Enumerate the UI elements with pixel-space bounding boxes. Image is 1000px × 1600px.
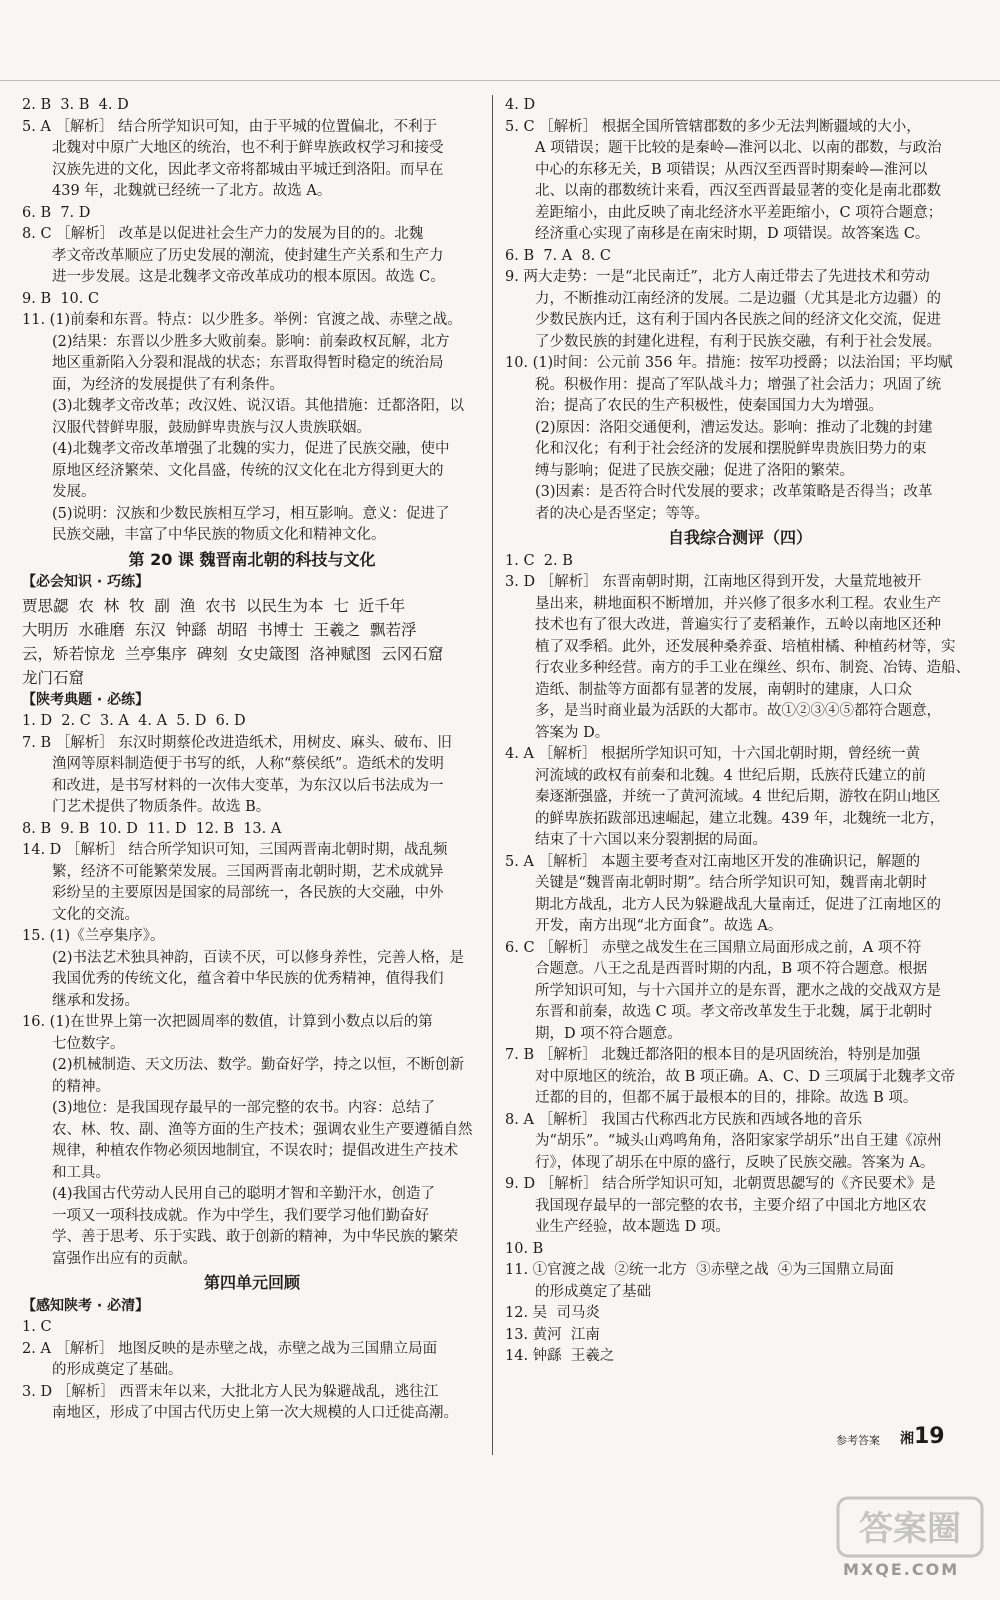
right-answer-line: 我国现存最早的一部完整的农书，主要介绍了中国北方地区农	[535, 1197, 927, 1214]
left-answer-line: 2. B 3. B 4. D	[22, 97, 129, 113]
right-answer-line: 秦逐渐强盛，并统一了黄河流域。4 世纪后期，游牧在阴山地区	[535, 789, 941, 805]
right-answer-line: 东晋和前秦，故选 C 项。孝文帝改革发生于北魏，属于北朝时	[535, 1004, 933, 1020]
left-answer-line: 繁，经济不可能繁荣发展。三国两晋南北朝时期，艺术成就异	[52, 863, 444, 880]
right-answer-line: 期北方战乱，北方人民为躲避战乱大量南迁，促进了江南地区的	[535, 896, 941, 913]
right-answer-line: 垦出来，耕地面积不断增加，并兴修了很多水利工程。农业生产	[535, 595, 941, 612]
right-answer-line: 业生产经验，故本题选 D 项。	[535, 1219, 730, 1235]
right-answer-line: 合题意。八王之乱是西晋时期的内乱，B 项不符合题意。根据	[535, 961, 928, 977]
left-answer-line: 3. D ［解析］ 西晋末年以来，大批北方人民为躲避战乱，逃往江	[22, 1383, 439, 1400]
left-answer-line: 的精神。	[52, 1078, 110, 1095]
right-answer-line: 9. 两大走势：一是“北民南迁”，北方人南迁带去了先进技术和劳动	[505, 269, 930, 285]
left-answer-line: 七位数字。	[52, 1035, 125, 1052]
left-vocab-line: 贾思勰 农 林 牧 副 渔 农书 以民生为本 七 近千年	[22, 596, 406, 615]
left-answer-line: 地区重新陷入分裂和混战的状态；东晋取得暂时稳定的统治局	[52, 355, 444, 371]
left-answer-line: (2)机械制造、天文历法、数学。勤奋好学，持之以恒，不断创新	[52, 1057, 465, 1073]
left-answer-line: 14. D ［解析］ 结合所学知识可知，三国两晋南北朝时期，战乱频	[22, 842, 448, 858]
right-answer-line: 8. A ［解析］ 我国古代称西北方民族和西域各地的音乐	[505, 1111, 863, 1128]
right-answer-line: 的鲜卑族拓跋部迅速崛起，建立北魏。439 年，北魏统一北方，	[535, 810, 945, 827]
right-answer-line: 差距缩小，由此反映了南北经济水平差距缩小，C 项符合题意；	[535, 204, 943, 221]
left-answer-line: (5)说明：汉族和少数民族相互学习，相互影响。意义：促进了	[52, 505, 450, 522]
left-subsection-label: 【陕考典题 · 必练】	[22, 691, 150, 708]
right-answer-line: 结束了十六国以来分裂割据的局面。	[535, 832, 767, 848]
left-answer-line: 富强作出应有的贡献。	[52, 1250, 197, 1267]
left-answer-line: 孝文帝改革顺应了历史发展的潮流，使封建生产关系和生产力	[52, 247, 444, 264]
left-subsection-label: 【必会知识 · 巧练】	[22, 574, 150, 590]
watermark-url: MXQE.COM	[843, 1560, 960, 1579]
left-section-title: 第四单元回顾	[203, 1273, 300, 1292]
right-answer-line: 6. B 7. A 8. C	[505, 247, 611, 264]
watermark-logo-text: 答案圈	[859, 1509, 961, 1549]
left-answer-line: 学、善于思考、乐于实践、敢于创新的精神，为中华民族的繁荣	[52, 1229, 458, 1245]
left-answer-line: 15. (1)《兰亭集序》。	[22, 928, 165, 944]
left-answer-line: 汉族先进的文化，因此孝文帝将都城由平城迁到洛阳。而早在	[52, 161, 444, 178]
left-answer-line: 继承和发扬。	[52, 992, 139, 1009]
right-answer-line: 13. 黄河 江南	[505, 1326, 600, 1343]
left-answer-line: 16. (1)在世界上第一次把圆周率的数值，计算到小数点以后的第	[22, 1014, 433, 1030]
left-answer-line: (4)北魏孝文帝改革增强了北魏的实力，促进了民族交融，使中	[52, 441, 450, 457]
right-answer-line: 了少数民族的封建化进程，有利于民族交融，有利于社会发展。	[535, 333, 941, 350]
left-answer-line: 6. B 7. D	[22, 204, 91, 221]
right-answer-line: (3)因素：是否符合时代发展的要求；改革策略是否得当；改革	[535, 484, 933, 500]
top-rule	[0, 80, 1000, 81]
right-answer-line: 答案为 D。	[535, 724, 610, 741]
left-answer-line: (3)北魏孝文帝改革；改汉姓、说汉语。其他措施：迁都洛阳，以	[52, 398, 465, 414]
right-answer-line: 3. D ［解析］ 东晋南朝时期，江南地区得到开发，大量荒地被开	[505, 574, 922, 590]
right-answer-line: A 项错误；题干比较的是秦岭—淮河以北、以南的郡数，与政治	[535, 140, 942, 156]
right-answer-line: 所学知识可知，与十六国并立的是东晋，淝水之战的交战双方是	[535, 982, 941, 999]
right-answer-line: 行农业多种经营。南方的手工业在缫丝、织布、制瓷、冶铸、造船、	[535, 660, 970, 676]
left-answer-line: 一项又一项科技成就。作为中学生，我们要学习他们勤奋好	[52, 1207, 429, 1224]
left-answer-line: 北魏对中原广大地区的统治，也不利于鲜卑族政权学习和接受	[52, 140, 444, 156]
left-answer-line: 汉服代替鲜卑服，鼓励鲜卑贵族与汉人贵族联姻。	[52, 419, 371, 436]
right-answer-line: 中心的东移无关，B 项错误；从西汉至西晋时期秦岭—淮河以	[535, 161, 928, 178]
left-vocab-line: 大明历 水碓磨 东汉 钟繇 胡昭 书博士 王羲之 飘若浮	[22, 620, 417, 639]
left-answer-line: 南地区，形成了中国古代历史上第一次大规模的人口迁徙高潮。	[52, 1405, 458, 1421]
right-answer-line: 5. A ［解析］ 本题主要考查对江南地区开发的准确识记，解题的	[505, 853, 921, 870]
right-answer-line: 多，是当时商业最为活跃的大都市。故①②③④⑤都符合题意，	[535, 703, 941, 719]
left-vocab-line: 龙门石窟	[22, 668, 85, 687]
page-prefix: 湘	[900, 1431, 914, 1447]
left-answer-line: 民族交融，丰富了中华民族的物质文化和精神文化。	[52, 527, 386, 543]
right-answer-line: 化和汉化；有利于社会经济的发展和摆脱鲜卑贵族旧势力的束	[535, 441, 927, 457]
left-answer-line: 规律，种植农作物必须因地制宜，不误农时；提倡改进生产技术	[52, 1143, 458, 1159]
right-answer-line: (2)原因：洛阳交通便利，漕运发达。影响：推动了北魏的封建	[535, 419, 933, 436]
left-answer-line: 原地区经济繁荣、文化昌盛，传统的汉文化在北方得到更大的	[52, 462, 444, 479]
right-answer-line: 技术也有了很大改进，普遍实行了麦稻兼作，五岭以南地区还种	[535, 617, 941, 633]
right-answer-line: 期，D 项不符合题意。	[535, 1025, 682, 1042]
right-answer-line: 治；提高了农民的生产积极性，使秦国国力大为增强。	[535, 398, 883, 414]
right-answer-line: 4. D	[505, 97, 536, 113]
right-answer-line: 开发，南方出现“北方面食”。故选 A。	[535, 918, 783, 934]
right-answer-line: 12. 吴 司马炎	[505, 1305, 600, 1321]
right-answer-line: 11. ①官渡之战 ②统一北方 ③赤壁之战 ④为三国鼎立局面	[505, 1262, 894, 1278]
right-answer-line: 者的决心是否坚定；等等。	[535, 505, 709, 522]
left-answer-line: 11. (1)前秦和东晋。特点：以少胜多。举例：官渡之战、赤壁之战。	[22, 312, 462, 328]
right-answer-line: 力，不断推动江南经济的发展。二是边疆（尤其是北方边疆）的	[535, 290, 941, 307]
left-answer-line: (2)结果：东晋以少胜多大败前秦。影响：前秦政权瓦解，北方	[52, 333, 450, 350]
left-answer-line: 和改进，是书写材料的一次伟大变革，为东汉以后书法成为一	[52, 777, 444, 794]
left-answer-line: 7. B ［解析］ 东汉时期蔡伦改进造纸术，用树皮、麻头、破布、旧	[22, 734, 452, 751]
right-answer-line: 10. B	[505, 1240, 544, 1257]
right-answer-line: 税。积极作用：提高了军队战斗力；增强了社会活力；巩固了统	[535, 376, 941, 393]
right-answer-line: 植了双季稻。此外，还发展种桑养蚕、培植柑橘、种植药材等，实	[535, 638, 956, 655]
left-answer-line: 文化的交流。	[52, 906, 139, 923]
left-answer-line: 和工具。	[52, 1164, 110, 1181]
right-answer-line: 7. B ［解析］ 北魏迁都洛阳的根本目的是巩固统治，特别是加强	[505, 1047, 921, 1063]
left-answer-line: 发展。	[52, 484, 96, 500]
left-answer-line: 9. B 10. C	[22, 290, 100, 307]
column-divider	[492, 95, 493, 1455]
right-answer-line: 北、以南的郡数统计来看，西汉至西晋最显著的变化是南北郡数	[535, 183, 941, 199]
left-answer-line: 彩纷呈的主要原因是国家的局部统一，各民族的大交融，中外	[52, 885, 444, 901]
right-answer-line: 的形成奠定了基础	[535, 1283, 651, 1300]
right-answer-line: 6. C ［解析］ 赤壁之战发生在三国鼎立局面形成之前，A 项不符	[505, 939, 922, 956]
left-answer-line: 8. B 9. B 10. D 11. D 12. B 13. A	[22, 820, 282, 837]
left-answer-line: 渔网等原料制造便于书写的纸，人称“蔡侯纸”。造纸术的发明	[52, 756, 444, 772]
left-answer-line: 1. C	[22, 1319, 52, 1335]
left-answer-line: (3)地位：是我国现存最早的一部完整的农书。内容：总结了	[52, 1100, 436, 1116]
right-answer-line: 1. C 2. B	[505, 552, 573, 569]
left-answer-line: (2)书法艺术独具神韵，百读不厌，可以修身养性，完善人格，是	[52, 949, 465, 966]
left-answer-line: 1. D 2. C 3. A 4. A 5. D 6. D	[22, 713, 246, 729]
right-answer-line: 缚与影响；促进了民族交融；促进了洛阳的繁荣。	[535, 462, 854, 479]
left-answer-line: 我国优秀的传统文化，蕴含着中华民族的优秀精神，值得我们	[52, 971, 444, 987]
right-answer-line: 9. D ［解析］ 结合所学知识可知，北朝贾思勰写的《齐民要术》是	[505, 1176, 936, 1192]
left-column	[22, 95, 482, 1425]
left-answer-line: 面，为经济的发展提供了有利条件。	[52, 376, 284, 393]
left-subsection-label: 【感知陕考 · 必清】	[22, 1297, 150, 1314]
left-answer-line: 进一步发展。这是北魏孝文帝改革成功的根本原因。故选 C。	[52, 269, 445, 285]
right-answer-line: 5. C ［解析］ 根据全国所管辖郡数的多少无法判断疆域的大小，	[505, 118, 921, 135]
right-answer-line: 行》，体现了胡乐在中原的盛行，反映了民族交融。答案为 A。	[535, 1154, 935, 1171]
left-answer-line: 门艺术提供了物质条件。故选 B。	[52, 799, 271, 815]
left-vocab-line: 云，矫若惊龙 兰亭集序 碑刻 女史箴图 洛神赋图 云冈石窟	[22, 644, 444, 663]
page-number	[900, 1424, 945, 1449]
left-answer-line: 农、林、牧、副、渔等方面的生产技术；强调农业生产要遵循自然	[52, 1121, 473, 1138]
right-answer-line: 为“胡乐”。“城头山鸡鸣角角，洛阳家家学胡乐”出自王建《凉州	[535, 1133, 942, 1149]
page-number-value: 19	[914, 1424, 945, 1449]
left-answer-line: 的形成奠定了基础。	[52, 1362, 183, 1378]
right-answer-line: 河流域的政权有前秦和北魏。4 世纪后期，氐族苻氏建立的前	[535, 767, 926, 784]
left-answer-line: 5. A ［解析］ 结合所学知识可知，由于平城的位置偏北，不利于	[22, 118, 438, 135]
right-answer-line: 14. 钟繇 王羲之	[505, 1348, 615, 1364]
footer-label: 参考答案	[836, 1434, 880, 1447]
left-answer-line: 439 年，北魏就已经统一了北方。故选 A。	[52, 183, 332, 199]
right-section-title: 自我综合测评（四）	[667, 528, 812, 547]
left-section-title: 第 20 课 魏晋南北朝的科技与文化	[128, 549, 376, 569]
left-answer-line: 2. A ［解析］ 地图反映的是赤壁之战，赤壁之战为三国鼎立局面	[22, 1340, 438, 1357]
right-answer-line: 对中原地区的统治，故 B 项正确。A、C、D 三项属于北魏孝文帝	[535, 1068, 956, 1085]
right-answer-line: 10. (1)时间：公元前 356 年。措施：按军功授爵；以法治国；平均赋	[505, 355, 953, 371]
right-answer-line: 4. A ［解析］ 根据所学知识可知，十六国北朝时期，曾经统一黄	[505, 746, 921, 762]
right-answer-line: 少数民族内迁，这有利于国内各民族之间的经济文化交流，促进	[535, 312, 941, 328]
right-answer-line: 经济重心实现了南移是在南宋时期，D 项错误。故答案选 C。	[535, 226, 930, 242]
right-column	[505, 95, 975, 1368]
right-answer-line: 关键是“魏晋南北朝时期”。结合所学知识可知，魏晋南北朝时	[535, 875, 927, 891]
right-answer-line: 造纸、制盐等方面都有显著的发展，南朝时的建康，人口众	[535, 681, 912, 698]
left-answer-line: (4)我国古代劳动人民用自己的聪明才智和辛勤汗水，创造了	[52, 1186, 436, 1202]
left-answer-line: 8. C ［解析］ 改革是以促进社会生产力的发展为目的的。北魏	[22, 226, 424, 242]
right-answer-line: 迁都的目的，但都不属于最根本的目的，排除。故选 B 项。	[535, 1090, 918, 1106]
